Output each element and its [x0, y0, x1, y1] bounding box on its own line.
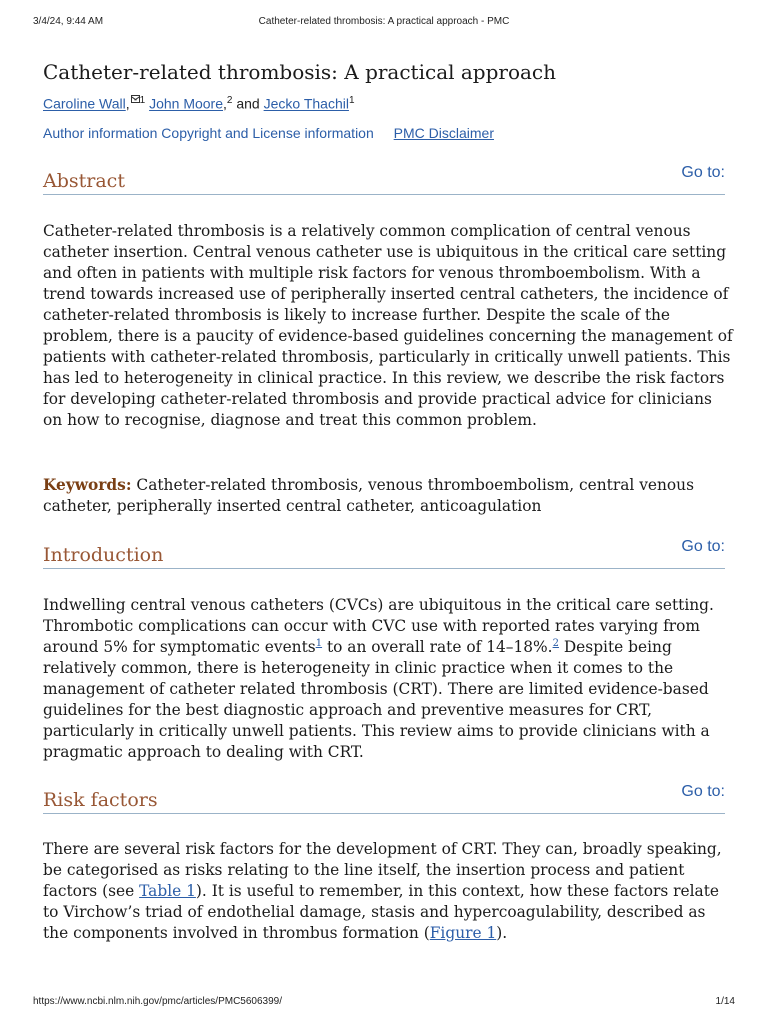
- article-info-links: [43, 125, 494, 141]
- intro-text-part-3: Despite being relatively common, there is heterogeneity in clinic practice when it comes to the management of catheter related thrombosis (CRT). There are limited evidence-based guidelines for the best diagnostic approach and preventive measures for CRT, particularly in critically unwell patients. This review aims to provide clinicians with a pragmatic approach to dealing with CRT.: [43, 638, 710, 761]
- reference-link-1[interactable]: 1: [315, 637, 323, 649]
- author-list: Caroline Wall, $^1$ John Moore,$^2$ and Jecko Thachil$^1$: [43, 95, 355, 112]
- author-affiliation-sup: 1: [348, 95, 355, 106]
- print-page-number: 1/14: [715, 996, 735, 1007]
- pmc-disclaimer-link[interactable]: PMC Disclaimer: [393, 125, 494, 141]
- risk-factors-heading: Risk factors: [43, 789, 158, 811]
- print-footer: [0, 996, 768, 1010]
- mail-icon[interactable]: [131, 95, 140, 103]
- author-link-jecko-thachil[interactable]: Jecko Thachil: [263, 95, 349, 112]
- introduction-heading: Introduction: [43, 544, 164, 566]
- print-url: https://www.ncbi.nlm.nih.gov/pmc/articles/PMC5606399/: [33, 996, 282, 1007]
- author-affiliation-sup: 2: [226, 95, 233, 106]
- article-title: Catheter-related thrombosis: A practical approach: [43, 60, 557, 84]
- author-separator: and: [236, 95, 260, 112]
- print-page-title: Catheter-related thrombosis: A practical approach - PMC: [258, 16, 510, 27]
- abstract-paragraph: Catheter-related thrombosis is a relatively common complication of central venous catheter insertion. Central venous catheter use is ubiquitous in the critical care setting and often in patients with multiple risk factors for venous thromboembolism. With a trend towards increased use of peripherally inserted central catheters, the incidence of catheter-related thrombosis is likely to increase further. Despite the scale of the problem, there is a paucity of evidence-based guidelines concerning the management of patients with catheter-related thrombosis, particularly in critically unwell patients. This has led to heterogeneity in clinical practice. In this review, we describe the risk factors for developing catheter-related thrombosis and provide practical advice for clinicians on how to recognise, diagnose and treat this common problem.: [43, 222, 733, 429]
- print-header: [0, 16, 768, 30]
- goto-link-abstract[interactable]: Go to:: [681, 164, 725, 181]
- keywords-label: Keywords:: [43, 476, 132, 494]
- risk-text-part-1: There are several risk factors for the development of CRT. They can, broadly speaking, be categorised as risks relating to the line itself, the insertion process and patient factors (see: [43, 840, 722, 900]
- risk-text-part-2: ). It is useful to remember, in this context, how these factors relate to Virchow’s triad of endothelial damage, stasis and hypercoagulability, described as the components involved in thrombus formation (: [43, 882, 720, 942]
- reference-link-2[interactable]: 2: [552, 637, 559, 649]
- introduction-section-header: [43, 538, 725, 569]
- author-link-caroline-wall[interactable]: Caroline Wall: [43, 95, 126, 112]
- author-affiliation-sup: 1: [139, 95, 146, 106]
- print-date: 3/4/24, 9:44 AM: [33, 16, 104, 27]
- introduction-paragraph: [43, 595, 733, 763]
- risk-factors-paragraph: [43, 839, 733, 944]
- author-link-john-moore[interactable]: John Moore: [149, 95, 224, 112]
- intro-text-part-2: to an overall rate of 14–18%.: [322, 638, 553, 656]
- table-1-link[interactable]: Table 1: [139, 882, 196, 900]
- abstract-heading: Abstract: [43, 170, 125, 192]
- author-information-link[interactable]: Author information: [43, 125, 158, 141]
- goto-link-risk-factors[interactable]: Go to:: [681, 783, 725, 800]
- copyright-license-link[interactable]: Copyright and License information: [161, 125, 374, 141]
- risk-text-part-3: ).: [496, 924, 508, 942]
- risk-factors-section-header: [43, 783, 725, 814]
- goto-link-introduction[interactable]: Go to:: [681, 538, 725, 555]
- abstract-section-header: [43, 164, 725, 195]
- keywords-paragraph: [43, 475, 733, 517]
- intro-text-part-1: Indwelling central venous catheters (CVCs) are ubiquitous in the critical care setting. Thrombotic complications can occur with CVC use with reported rates varying from around 5% for symptomatic events: [43, 596, 714, 656]
- figure-1-link[interactable]: Figure 1: [429, 924, 497, 942]
- keywords-text: Catheter-related thrombosis, venous thromboembolism, central venous catheter, peripherally inserted central catheter, anticoagulation: [43, 476, 694, 515]
